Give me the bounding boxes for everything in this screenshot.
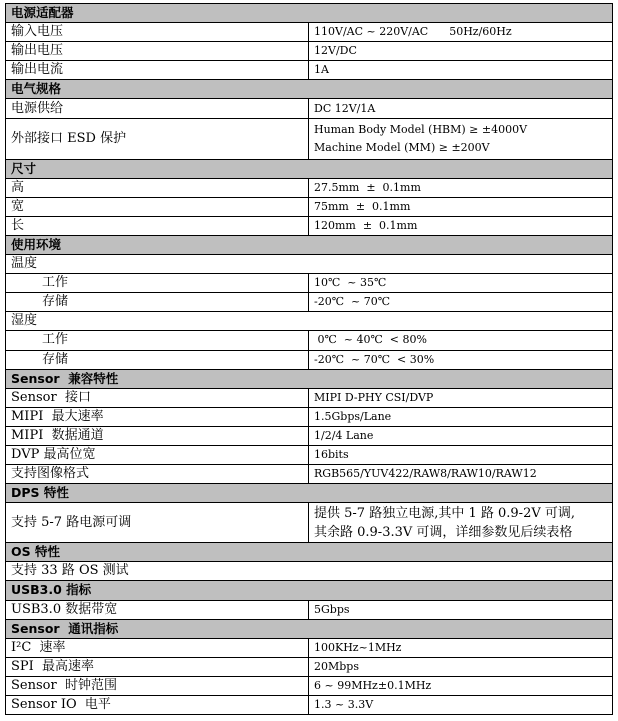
row-spi-rate bbox=[6, 657, 613, 676]
i2c-rate-label: I²C 速率 bbox=[6, 638, 309, 657]
output-current-label: 输出电流 bbox=[6, 61, 309, 80]
mipi-lanes-value: 1/2/4 Lane bbox=[309, 426, 613, 445]
row-dvp-width bbox=[6, 445, 613, 464]
esd-value bbox=[309, 118, 613, 159]
section-sensor-compat: Sensor 兼容特性 bbox=[6, 369, 613, 388]
row-temp-storage bbox=[6, 293, 613, 312]
row-hum-work bbox=[6, 331, 613, 350]
row-height bbox=[6, 178, 613, 197]
hum-storage-label: 存储 bbox=[6, 350, 309, 369]
dps-support-line2: 其余路 0.9-3.3V 可调，详细参数见后续表格 bbox=[314, 524, 573, 540]
height-label: 高 bbox=[6, 178, 309, 197]
length-value: 120mm ± 0.1mm bbox=[309, 216, 613, 235]
output-voltage-label: 输出电压 bbox=[6, 42, 309, 61]
hum-work-label: 工作 bbox=[6, 331, 309, 350]
esd-mm: Machine Model (MM) ≥ ±200V bbox=[314, 140, 490, 154]
hum-work-value: 0℃ ~ 40℃ < 80% bbox=[309, 331, 613, 350]
row-usb3-bandwidth bbox=[6, 600, 613, 619]
usb3-bandwidth-value: 5Gbps bbox=[309, 600, 613, 619]
temp-work-label: 工作 bbox=[6, 274, 309, 293]
power-supply-label: 电源供给 bbox=[6, 99, 309, 118]
input-voltage-label: 输入电压 bbox=[6, 23, 309, 42]
row-mipi-lanes bbox=[6, 426, 613, 445]
row-length bbox=[6, 216, 613, 235]
row-power-supply bbox=[6, 99, 613, 118]
sensor-clock-label: Sensor 时钟范围 bbox=[6, 676, 309, 695]
height-value: 27.5mm ± 0.1mm bbox=[309, 178, 613, 197]
esd-label: 外部接口 ESD 保护 bbox=[6, 118, 309, 159]
dps-support-value bbox=[309, 503, 613, 543]
width-value: 75mm ± 0.1mm bbox=[309, 197, 613, 216]
row-output-voltage bbox=[6, 42, 613, 61]
dps-support-line1: 提供 5-7 路独立电源,其中 1 路 0.9-2V 可调, bbox=[314, 505, 575, 521]
mipi-rate-value: 1.5Gbps/Lane bbox=[309, 407, 613, 426]
sensor-io-value: 1.3 ~ 3.3V bbox=[309, 696, 613, 715]
spec-table bbox=[5, 3, 613, 715]
humidity-label: 湿度 bbox=[6, 312, 613, 331]
row-sensor-clock bbox=[6, 676, 613, 695]
row-os-support bbox=[6, 562, 613, 581]
section-power-adapter: 电源适配器 bbox=[6, 4, 613, 23]
row-dps-support bbox=[6, 503, 613, 543]
mipi-rate-label: MIPI 最大速率 bbox=[6, 407, 309, 426]
row-width bbox=[6, 197, 613, 216]
row-hum-storage bbox=[6, 350, 613, 369]
sensor-interface-value: MIPI D-PHY CSI/DVP bbox=[309, 388, 613, 407]
image-formats-value: RGB565/YUV422/RAW8/RAW10/RAW12 bbox=[309, 465, 613, 484]
section-electrical: 电气规格 bbox=[6, 80, 613, 99]
section-os: OS 特性 bbox=[6, 543, 613, 562]
dvp-width-value: 16bits bbox=[309, 445, 613, 464]
output-voltage-value: 12V/DC bbox=[309, 42, 613, 61]
row-output-current bbox=[6, 61, 613, 80]
row-i2c-rate bbox=[6, 638, 613, 657]
temp-storage-label: 存储 bbox=[6, 293, 309, 312]
mipi-lanes-label: MIPI 数据通道 bbox=[6, 426, 309, 445]
sensor-io-label: Sensor IO 电平 bbox=[6, 696, 309, 715]
row-humidity bbox=[6, 312, 613, 331]
row-temperature bbox=[6, 255, 613, 274]
row-sensor-io bbox=[6, 696, 613, 715]
output-current-value: 1A bbox=[309, 61, 613, 80]
input-voltage-value: 110V/AC ~ 220V/AC 50Hz/60Hz bbox=[309, 23, 613, 42]
row-input-voltage bbox=[6, 23, 613, 42]
section-sensor-comm: Sensor 通讯指标 bbox=[6, 619, 613, 638]
power-supply-value: DC 12V/1A bbox=[309, 99, 613, 118]
section-usb3: USB3.0 指标 bbox=[6, 581, 613, 600]
usb3-bandwidth-label: USB3.0 数据带宽 bbox=[6, 600, 309, 619]
temp-storage-value: -20℃ ~ 70℃ bbox=[309, 293, 613, 312]
row-temp-work bbox=[6, 274, 613, 293]
section-dps: DPS 特性 bbox=[6, 484, 613, 503]
section-size: 尺寸 bbox=[6, 159, 613, 178]
row-image-formats bbox=[6, 465, 613, 484]
sensor-clock-value: 6 ~ 99MHz±0.1MHz bbox=[309, 676, 613, 695]
temp-work-value: 10℃ ~ 35℃ bbox=[309, 274, 613, 293]
temperature-label: 温度 bbox=[6, 255, 613, 274]
width-label: 宽 bbox=[6, 197, 309, 216]
spi-rate-label: SPI 最高速率 bbox=[6, 657, 309, 676]
dps-support-label: 支持 5-7 路电源可调 bbox=[6, 503, 309, 543]
section-environment: 使用环境 bbox=[6, 235, 613, 254]
row-esd bbox=[6, 118, 613, 159]
row-mipi-rate bbox=[6, 407, 613, 426]
length-label: 长 bbox=[6, 216, 309, 235]
os-support-label: 支持 33 路 OS 测试 bbox=[6, 562, 613, 581]
hum-storage-value: -20℃ ~ 70℃ < 30% bbox=[309, 350, 613, 369]
spi-rate-value: 20Mbps bbox=[309, 657, 613, 676]
sensor-interface-label: Sensor 接口 bbox=[6, 388, 309, 407]
row-sensor-interface bbox=[6, 388, 613, 407]
esd-hbm: Human Body Model (HBM) ≥ ±4000V bbox=[314, 122, 528, 136]
i2c-rate-value: 100KHz~1MHz bbox=[309, 638, 613, 657]
dvp-width-label: DVP 最高位宽 bbox=[6, 445, 309, 464]
image-formats-label: 支持图像格式 bbox=[6, 465, 309, 484]
